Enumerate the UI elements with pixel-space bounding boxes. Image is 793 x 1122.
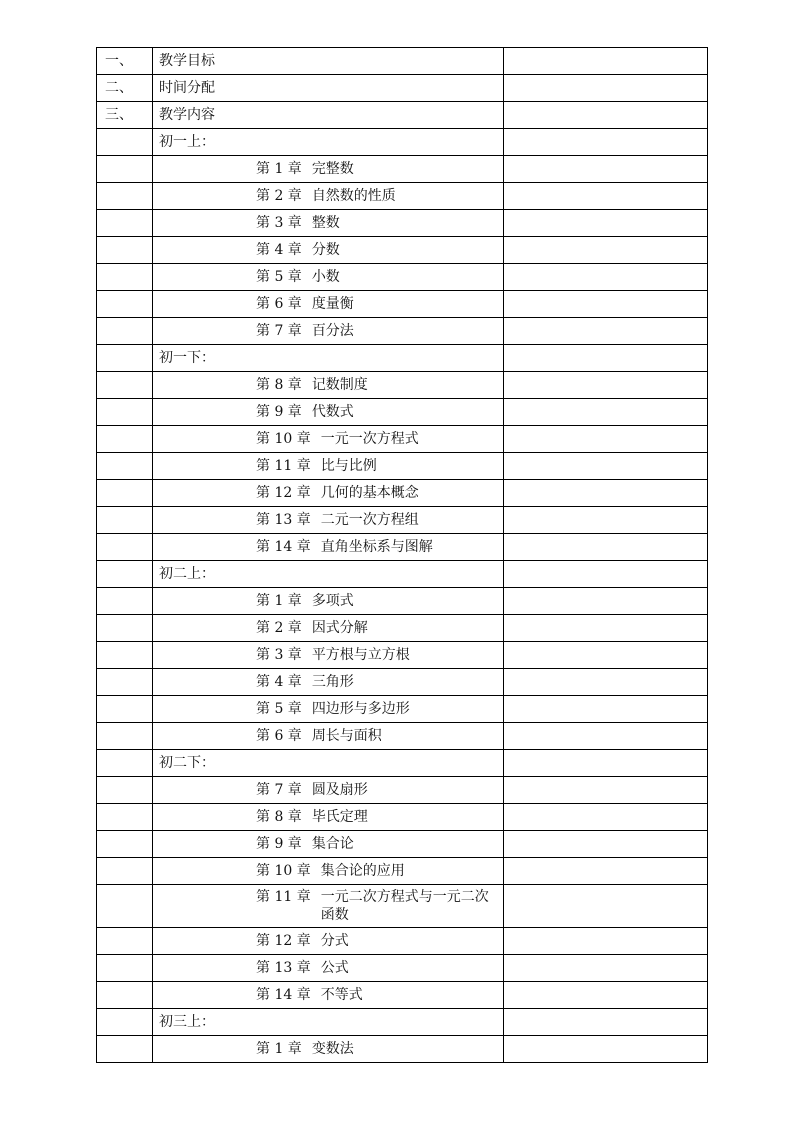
chapter-number: 第 10 章	[256, 431, 311, 447]
index-cell	[97, 183, 153, 210]
chapter-title: 度量衡	[311, 296, 354, 312]
grade-row	[97, 561, 708, 588]
notes-cell	[504, 318, 708, 345]
chapter-title: 不等式	[320, 987, 363, 1003]
chapter-entry	[256, 376, 503, 394]
chapter-title: 四边形与多边形	[311, 701, 410, 717]
chapter-cell	[153, 183, 504, 210]
chapter-row	[97, 453, 708, 480]
chapter-number: 第 12 章	[256, 485, 311, 501]
index-cell	[97, 480, 153, 507]
section-number: 三、	[97, 102, 153, 129]
chapter-cell	[153, 399, 504, 426]
chapter-title: 二元一次方程组	[320, 512, 419, 528]
chapter-row	[97, 480, 708, 507]
chapter-number: 第 1 章	[256, 1041, 302, 1057]
grade-row	[97, 345, 708, 372]
notes-cell	[504, 345, 708, 372]
chapter-title: 整数	[311, 215, 340, 231]
chapter-number: 第 10 章	[256, 863, 311, 879]
index-cell	[97, 750, 153, 777]
chapter-number: 第 6 章	[256, 728, 302, 744]
notes-cell	[504, 183, 708, 210]
chapter-cell	[153, 885, 504, 928]
section-row	[97, 102, 708, 129]
chapter-row	[97, 982, 708, 1009]
grade-label: 初二下：	[153, 750, 504, 777]
chapter-entry	[256, 268, 503, 286]
index-cell	[97, 615, 153, 642]
index-cell	[97, 453, 153, 480]
chapter-number: 第 14 章	[256, 987, 311, 1003]
index-cell	[97, 1036, 153, 1063]
section-row	[97, 48, 708, 75]
chapter-cell	[153, 669, 504, 696]
index-cell	[97, 507, 153, 534]
chapter-number: 第 6 章	[256, 296, 302, 312]
chapter-title: 平方根与立方根	[311, 647, 410, 663]
index-cell	[97, 588, 153, 615]
notes-cell	[504, 955, 708, 982]
chapter-number: 第 7 章	[256, 323, 302, 339]
index-cell	[97, 669, 153, 696]
chapter-title: 因式分解	[311, 620, 368, 636]
index-cell	[97, 1009, 153, 1036]
notes-cell	[504, 264, 708, 291]
notes-cell	[504, 102, 708, 129]
chapter-cell	[153, 1036, 504, 1063]
chapter-title: 几何的基本概念	[320, 485, 419, 501]
notes-cell	[504, 885, 708, 928]
chapter-row	[97, 885, 708, 928]
chapter-entry	[256, 727, 503, 745]
chapter-entry	[256, 511, 503, 529]
chapter-cell	[153, 291, 504, 318]
chapter-cell	[153, 723, 504, 750]
notes-cell	[504, 750, 708, 777]
index-cell	[97, 804, 153, 831]
chapter-row	[97, 507, 708, 534]
chapter-title: 一元二次方程式与一元二次函数	[320, 889, 489, 923]
chapter-cell	[153, 372, 504, 399]
grade-label: 初一下：	[153, 345, 504, 372]
chapter-cell	[153, 982, 504, 1009]
chapter-cell	[153, 615, 504, 642]
chapter-title: 完整数	[311, 161, 354, 177]
notes-cell	[504, 75, 708, 102]
notes-cell	[504, 804, 708, 831]
notes-cell	[504, 291, 708, 318]
index-cell	[97, 858, 153, 885]
chapter-number: 第 11 章	[256, 458, 311, 474]
notes-cell	[504, 696, 708, 723]
chapter-row	[97, 399, 708, 426]
chapter-row	[97, 642, 708, 669]
notes-cell	[504, 588, 708, 615]
chapter-number: 第 9 章	[256, 404, 302, 420]
chapter-row	[97, 318, 708, 345]
chapter-entry	[256, 214, 503, 232]
chapter-title: 比与比例	[320, 458, 377, 474]
chapter-cell	[153, 318, 504, 345]
chapter-row	[97, 955, 708, 982]
index-cell	[97, 210, 153, 237]
notes-cell	[504, 48, 708, 75]
notes-cell	[504, 372, 708, 399]
chapter-row	[97, 696, 708, 723]
chapter-entry	[256, 241, 503, 259]
chapter-row	[97, 183, 708, 210]
chapter-number: 第 13 章	[256, 960, 311, 976]
notes-cell	[504, 480, 708, 507]
grade-row	[97, 1009, 708, 1036]
chapter-row	[97, 588, 708, 615]
chapter-entry	[256, 1040, 503, 1058]
chapter-title: 毕氏定理	[311, 809, 368, 825]
chapter-title: 集合论的应用	[320, 863, 405, 879]
chapter-title: 直角坐标系与图解	[320, 539, 433, 555]
chapter-number: 第 9 章	[256, 836, 302, 852]
chapter-cell	[153, 426, 504, 453]
chapter-entry	[256, 808, 503, 826]
chapter-title: 分式	[320, 933, 349, 949]
chapter-entry	[256, 295, 503, 313]
notes-cell	[504, 129, 708, 156]
chapter-entry	[256, 430, 503, 448]
syllabus-table	[96, 47, 708, 1063]
grade-label: 初一上：	[153, 129, 504, 156]
chapter-row	[97, 723, 708, 750]
chapter-cell	[153, 858, 504, 885]
index-cell	[97, 426, 153, 453]
chapter-title: 代数式	[311, 404, 354, 420]
index-cell	[97, 885, 153, 928]
chapter-row	[97, 291, 708, 318]
chapter-title: 公式	[320, 960, 349, 976]
chapter-cell	[153, 696, 504, 723]
chapter-entry	[256, 959, 503, 977]
chapter-title: 变数法	[311, 1041, 354, 1057]
chapter-cell	[153, 588, 504, 615]
notes-cell	[504, 777, 708, 804]
chapter-entry	[256, 322, 503, 340]
notes-cell	[504, 982, 708, 1009]
index-cell	[97, 318, 153, 345]
notes-cell	[504, 453, 708, 480]
notes-cell	[504, 237, 708, 264]
chapter-number: 第 11 章	[256, 889, 311, 905]
chapter-entry	[256, 187, 503, 205]
chapter-cell	[153, 237, 504, 264]
section-title: 教学目标	[153, 48, 504, 75]
chapter-entry	[256, 781, 503, 799]
notes-cell	[504, 831, 708, 858]
notes-cell	[504, 642, 708, 669]
chapter-title: 记数制度	[311, 377, 368, 393]
chapter-entry	[256, 160, 503, 178]
index-cell	[97, 982, 153, 1009]
chapter-row	[97, 534, 708, 561]
index-cell	[97, 372, 153, 399]
chapter-title: 圆及扇形	[311, 782, 368, 798]
notes-cell	[504, 426, 708, 453]
chapter-number: 第 4 章	[256, 242, 302, 258]
grade-row	[97, 129, 708, 156]
index-cell	[97, 291, 153, 318]
notes-cell	[504, 399, 708, 426]
notes-cell	[504, 534, 708, 561]
chapter-number: 第 8 章	[256, 809, 302, 825]
index-cell	[97, 237, 153, 264]
chapter-entry	[256, 592, 503, 610]
chapter-cell	[153, 777, 504, 804]
index-cell	[97, 696, 153, 723]
chapter-cell	[153, 831, 504, 858]
chapter-row	[97, 615, 708, 642]
chapter-cell	[153, 156, 504, 183]
index-cell	[97, 561, 153, 588]
chapter-number: 第 7 章	[256, 782, 302, 798]
grade-label: 初二上：	[153, 561, 504, 588]
chapter-entry	[256, 835, 503, 853]
index-cell	[97, 831, 153, 858]
chapter-number: 第 14 章	[256, 539, 311, 555]
chapter-title: 百分法	[311, 323, 354, 339]
chapter-number: 第 8 章	[256, 377, 302, 393]
chapter-title: 小数	[311, 269, 340, 285]
section-number: 二、	[97, 75, 153, 102]
chapter-row	[97, 858, 708, 885]
chapter-cell	[153, 804, 504, 831]
chapter-row	[97, 264, 708, 291]
syllabus-table-body	[97, 48, 708, 1063]
chapter-number: 第 3 章	[256, 647, 302, 663]
section-row	[97, 75, 708, 102]
notes-cell	[504, 723, 708, 750]
index-cell	[97, 264, 153, 291]
section-number: 一、	[97, 48, 153, 75]
chapter-entry	[256, 538, 503, 556]
chapter-entry	[256, 673, 503, 691]
notes-cell	[504, 928, 708, 955]
chapter-row	[97, 804, 708, 831]
chapter-entry	[256, 986, 503, 1004]
chapter-title: 三角形	[311, 674, 354, 690]
chapter-title: 分数	[311, 242, 340, 258]
chapter-row	[97, 928, 708, 955]
chapter-row	[97, 1036, 708, 1063]
index-cell	[97, 399, 153, 426]
notes-cell	[504, 858, 708, 885]
chapter-entry	[256, 457, 503, 475]
chapter-title: 集合论	[311, 836, 354, 852]
chapter-entry	[256, 888, 503, 924]
section-title: 时间分配	[153, 75, 504, 102]
chapter-entry	[256, 700, 503, 718]
grade-label: 初三上：	[153, 1009, 504, 1036]
notes-cell	[504, 1036, 708, 1063]
chapter-entry	[256, 862, 503, 880]
index-cell	[97, 928, 153, 955]
notes-cell	[504, 561, 708, 588]
chapter-row	[97, 237, 708, 264]
chapter-number: 第 3 章	[256, 215, 302, 231]
index-cell	[97, 129, 153, 156]
index-cell	[97, 156, 153, 183]
chapter-cell	[153, 534, 504, 561]
chapter-row	[97, 372, 708, 399]
chapter-row	[97, 426, 708, 453]
chapter-entry	[256, 403, 503, 421]
chapter-cell	[153, 480, 504, 507]
index-cell	[97, 777, 153, 804]
chapter-title: 多项式	[311, 593, 354, 609]
grade-row	[97, 750, 708, 777]
chapter-cell	[153, 210, 504, 237]
chapter-number: 第 13 章	[256, 512, 311, 528]
index-cell	[97, 534, 153, 561]
notes-cell	[504, 507, 708, 534]
chapter-entry	[256, 932, 503, 950]
chapter-number: 第 5 章	[256, 269, 302, 285]
chapter-title: 自然数的性质	[311, 188, 396, 204]
chapter-cell	[153, 955, 504, 982]
chapter-row	[97, 156, 708, 183]
chapter-title: 周长与面积	[311, 728, 382, 744]
chapter-entry	[256, 619, 503, 637]
chapter-entry	[256, 646, 503, 664]
chapter-cell	[153, 928, 504, 955]
index-cell	[97, 723, 153, 750]
chapter-row	[97, 669, 708, 696]
section-title: 教学内容	[153, 102, 504, 129]
chapter-title: 一元一次方程式	[320, 431, 419, 447]
index-cell	[97, 955, 153, 982]
notes-cell	[504, 1009, 708, 1036]
notes-cell	[504, 615, 708, 642]
index-cell	[97, 345, 153, 372]
chapter-cell	[153, 453, 504, 480]
chapter-number: 第 4 章	[256, 674, 302, 690]
chapter-number: 第 12 章	[256, 933, 311, 949]
notes-cell	[504, 210, 708, 237]
chapter-number: 第 2 章	[256, 188, 302, 204]
chapter-cell	[153, 507, 504, 534]
chapter-cell	[153, 642, 504, 669]
chapter-entry	[256, 484, 503, 502]
notes-cell	[504, 669, 708, 696]
chapter-cell	[153, 264, 504, 291]
chapter-row	[97, 210, 708, 237]
chapter-number: 第 5 章	[256, 701, 302, 717]
chapter-row	[97, 777, 708, 804]
chapter-number: 第 2 章	[256, 620, 302, 636]
notes-cell	[504, 156, 708, 183]
index-cell	[97, 642, 153, 669]
chapter-row	[97, 831, 708, 858]
chapter-number: 第 1 章	[256, 161, 302, 177]
chapter-number: 第 1 章	[256, 593, 302, 609]
